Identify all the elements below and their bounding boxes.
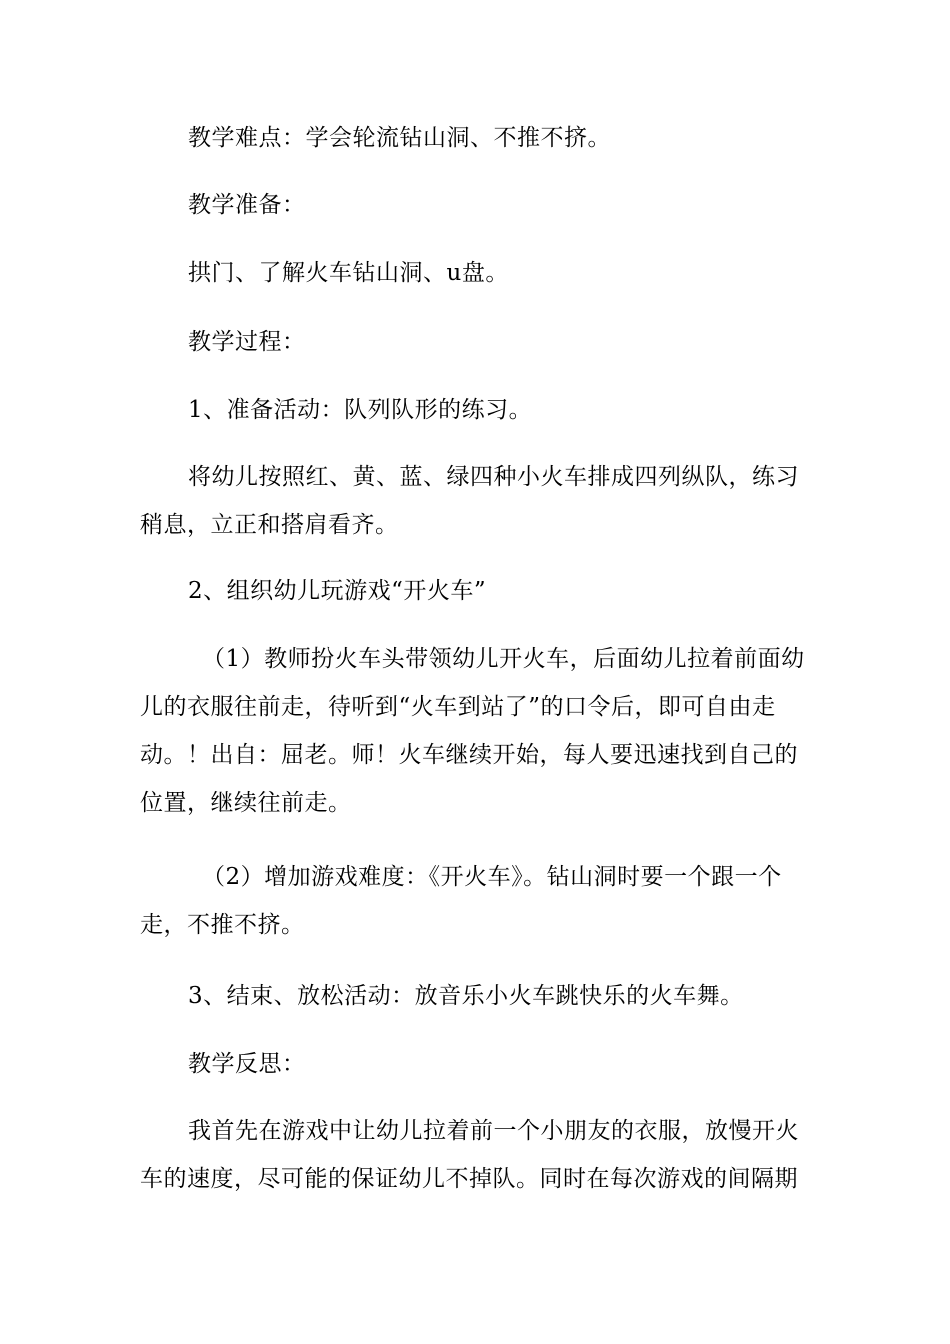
- paragraph-teaching-reflection-heading: 教学反思：: [188, 1051, 306, 1077]
- paragraph-teaching-process-heading: 教学过程：: [188, 329, 306, 355]
- paragraph-step-1: 1、准备活动：队列队形的练习。: [188, 397, 533, 423]
- paragraph-step-2: 2、组织幼儿玩游戏“开火车”: [188, 578, 487, 604]
- paragraph-teaching-preparation-heading: 教学准备：: [188, 192, 306, 218]
- paragraph-step-3: 3、结束、放松活动：放音乐小火车跳快乐的火车舞。: [188, 983, 744, 1009]
- paragraph-teaching-difficulty: 教学难点：学会轮流钻山洞、不推不挤。: [188, 125, 611, 151]
- paragraph-reflection-body: 我首先在游戏中让幼儿拉着前一个小朋友的衣服，放慢开火车的速度，尽可能的保证幼儿不掉队。同时在每次游戏的间隔期: [140, 1118, 799, 1192]
- paragraph-step-1-detail: 将幼儿按照红、黄、蓝、绿四种小火车排成四列纵队，练习稍息，立正和搭肩看齐。: [140, 464, 799, 538]
- paragraph-step-2-part-1: （1）教师扮火车头带领幼儿开火车，后面幼儿拉着前面幼儿的衣服往前走，待听到“火车到站了”的口令后，即可自由走动。！出自：屈老。师！火车继续开始，每人要迅速找到自己的位置，继续往前走。: [140, 646, 805, 816]
- paragraph-preparation-items: 拱门、了解火车钻山洞、u盘。: [188, 260, 509, 286]
- paragraph-step-2-part-2: （2）增加游戏难度：《开火车》。钻山洞时要一个跟一个走，不推不挤。: [140, 864, 782, 938]
